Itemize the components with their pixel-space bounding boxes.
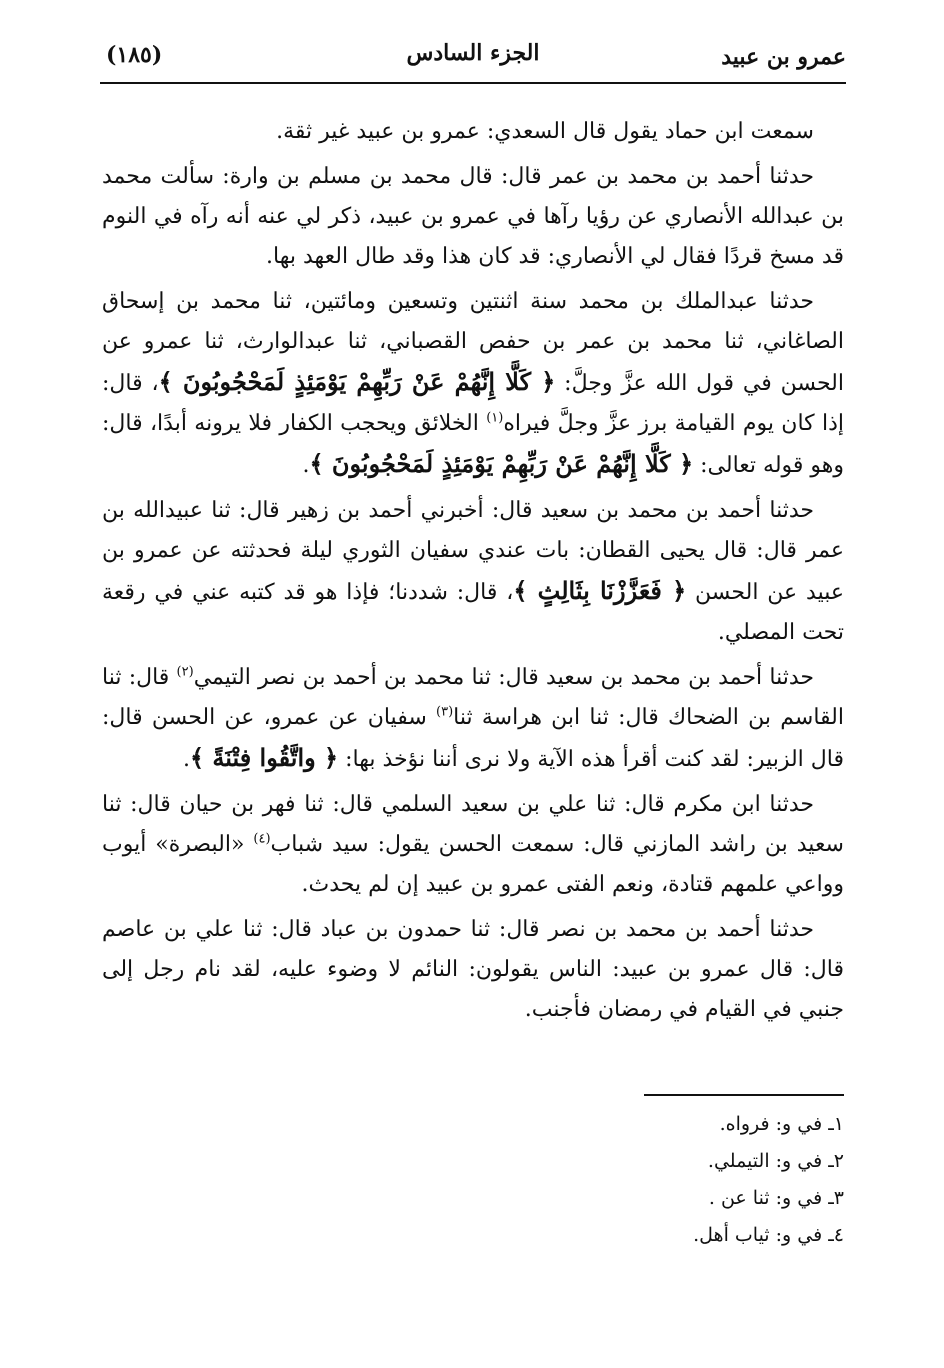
page-header <box>100 38 846 84</box>
footnote-item: ٢ـ في و: التيملي. <box>707 1150 844 1172</box>
paragraph <box>102 491 844 653</box>
main-text <box>102 112 844 1035</box>
text-run: ، قال: شددنا؛ فإذا هو قد كتبه عني في رقعة تحت المصلي. <box>102 580 844 645</box>
quran-verse: ﴿ فَعَزَّزْنَا بِثَالِثٍ ﴾ <box>513 576 687 605</box>
quran-verse: ﴿ كَلَّا إِنَّهُمْ عَنْ رَبِّهِمْ يَوْمَئِذٍ لَمَحْجُوبُونَ ﴾ <box>158 367 556 396</box>
paragraph <box>102 658 844 780</box>
text-run: حدثنا أحمد بن محمد بن عمر قال: قال محمد بن مسلم بن وارة: سألت محمد بن عبدالله الأنصاري عن رؤيا رآها في عمرو بن عبيد، ذكر لي عنه أنه رآه في النوم قد مسخ قردًا فقال لي الأنصاري: قد كان هذا وقد طال العهد بها. <box>102 164 844 269</box>
text-run: «البصرة» أيوب وواعي علمهم قتادة، ونعم الفتى عمرو بن عبيد إن لم يحدث. <box>102 832 844 897</box>
text-run: سمعت ابن حماد يقول قال السعدي: عمرو بن عبيد غير ثقة. <box>276 119 814 144</box>
text-run: حدثنا ابن مكرم قال: ثنا علي بن سعيد السلمي قال: ثنا فهر بن حيان قال: ثنا سعيد بن راشد المازني قال: سمعت الحسن يقول: سيد شباب <box>102 792 844 857</box>
text-run: حدثنا عبدالملك بن محمد سنة اثنتين وتسعين ومائتين، ثنا محمد بن إسحاق الصاغاني، ثنا محمد بن عمر بن حفص القصباني، ثنا عبدالوارث، ثنا عمرو عن الحسن في قول الله عزَّ وجلَّ: <box>102 289 844 396</box>
text-run: حدثنا أحمد بن محمد بن سعيد قال: أخبرني أحمد بن زهير قال: ثنا عبيدالله بن عمر قال: قال يحيى القطان: بات عندي سفيان الثوري ليلة فحدثته عن عمرو بن عبيد عن الحسن <box>102 498 844 605</box>
paragraph <box>102 910 844 1030</box>
footnote-ref: (١) <box>486 410 504 426</box>
footnote-ref: (٤) <box>253 831 271 847</box>
paragraph <box>102 157 844 277</box>
paragraph <box>102 785 844 905</box>
footnote-item: ٤ـ في و: ثياب أهل. <box>693 1224 844 1246</box>
text-run: . <box>302 453 310 478</box>
text-run: حدثنا أحمد بن محمد بن نصر قال: ثنا حمدون بن عباد قال: ثنا علي بن عاصم قال: قال عمرو بن عبيد: الناس يقولون: النائم لا وضوء عليه، لقد نام رجل إلى جنبي في القيام في رمضان فأجنب. <box>102 917 844 1022</box>
text-run: حدثنا أحمد بن محمد بن سعيد قال: ثنا محمد بن أحمد بن نصر التيمي <box>193 665 814 690</box>
text-run: سفيان عن عمرو، عن الحسن قال: قال الزبير: لقد كنت أقرأ هذه الآية ولا نرى أننا نؤخذ بها: <box>102 705 844 772</box>
quran-verse: ﴿ واتَّقُوا فِتْنَةً ﴾ <box>189 743 339 772</box>
volume-label: الجزء السادس <box>406 40 540 66</box>
footnote-ref: (٢) <box>176 664 194 680</box>
text-run: الخلائق ويحجب الكفار فلا يرونه أبدًا، قال: وهو قوله تعالى: <box>102 411 844 478</box>
footnote-item: ١ـ في و: فرواه. <box>719 1113 844 1135</box>
footnote-item: ٣ـ في و: ثنا عن . <box>708 1187 844 1209</box>
paragraph <box>102 282 844 486</box>
quran-verse: ﴿ كَلَّا إِنَّهُمْ عَنْ رَبِّهِمْ يَوْمَئِذٍ لَمَحْجُوبُونَ ﴾ <box>309 449 694 478</box>
paragraph <box>102 112 844 152</box>
footnote-divider <box>644 1094 844 1096</box>
book-title: عمرو بن عبيد <box>721 44 846 70</box>
footnote-ref: (٣) <box>436 704 454 720</box>
footnotes <box>344 1106 844 1254</box>
text-run: ، قال: إذا كان يوم القيامة برز عزَّ وجلَّ فيراه <box>102 371 844 436</box>
text-run: . <box>182 747 190 772</box>
page-number: (١٨٥) <box>106 42 163 68</box>
text-run: قال: ثنا القاسم بن الضحاك قال: ثنا ابن هراسة ثنا <box>102 665 844 730</box>
